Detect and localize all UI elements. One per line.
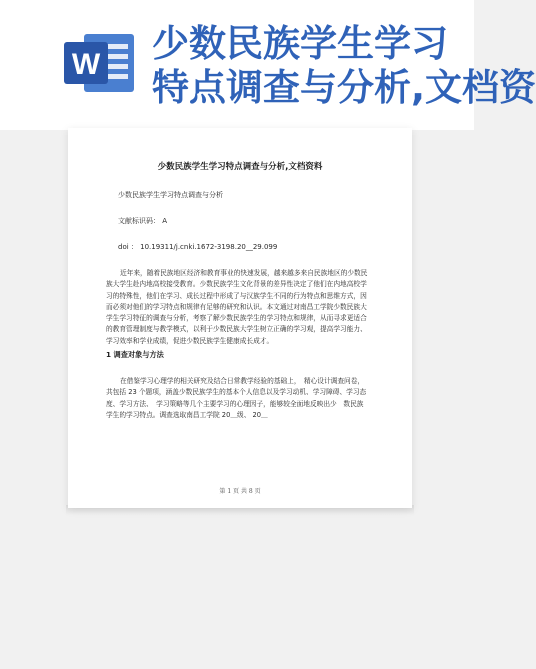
page-number: 第 1 页 共 8 页	[219, 488, 261, 495]
paragraph-method: 在借鉴学习心理学的相关研究及结合日常教学经验的基础上， 精心设计调查问卷，共包括 23 个题项，涵盖少数民族学生的基本个人信息以及学习动机、学习障碍、学习态度、学习方法、 学习策略等几个主要学习的心理因子，能够较全面地反映出少 数民族学生的学习特点。调查选取南昌工学院 20＿级、 20＿	[106, 377, 367, 419]
document-page	[68, 128, 412, 508]
word-document-icon	[62, 30, 136, 96]
banner-title-line2: 特点调查与分析,文档资	[152, 66, 536, 109]
banner-title-line1: 少数民族学生学习	[152, 22, 448, 65]
header-banner	[0, 0, 536, 130]
document-title: 少数民族学生学习特点调查与分析,文档资料	[157, 162, 323, 172]
paragraph-intro: 近年来，随着民族地区经济和教育事业的快速发展，越来越多来自民族地区的少数民族大学生赴内地高校接受教育。少数民族学生文化背景的差异性决定了他们在内地高校学习的特殊性，他们在学习、成长过程中形成了与汉族学生不同的行为特点和思维方式，因而必须对他们的学习特点和规律有足够的研究和认识。本文通过对南昌工学院少数民族大学生学习特征的调查与分析，考察了解少数民族学生的学习特点和规律，从而寻求更适合的教育管理制度与教学模式，以利于少数民族大学生树立正确的学习观，提高学习能力、学习效率和学业成绩，促进少数民族学生健康成长成才。	[106, 269, 368, 345]
banner-title	[152, 22, 536, 110]
section-heading: 1 调查对象与方法	[106, 350, 164, 359]
document-code: 文献标识码： A	[118, 217, 168, 225]
document-doi: doi ： 10.19311/j.cnki.1672-3198.20__29.099	[118, 243, 278, 251]
document-subtitle: 少数民族学生学习特点调查与分析	[118, 191, 223, 199]
svg-text:W: W	[71, 48, 101, 81]
